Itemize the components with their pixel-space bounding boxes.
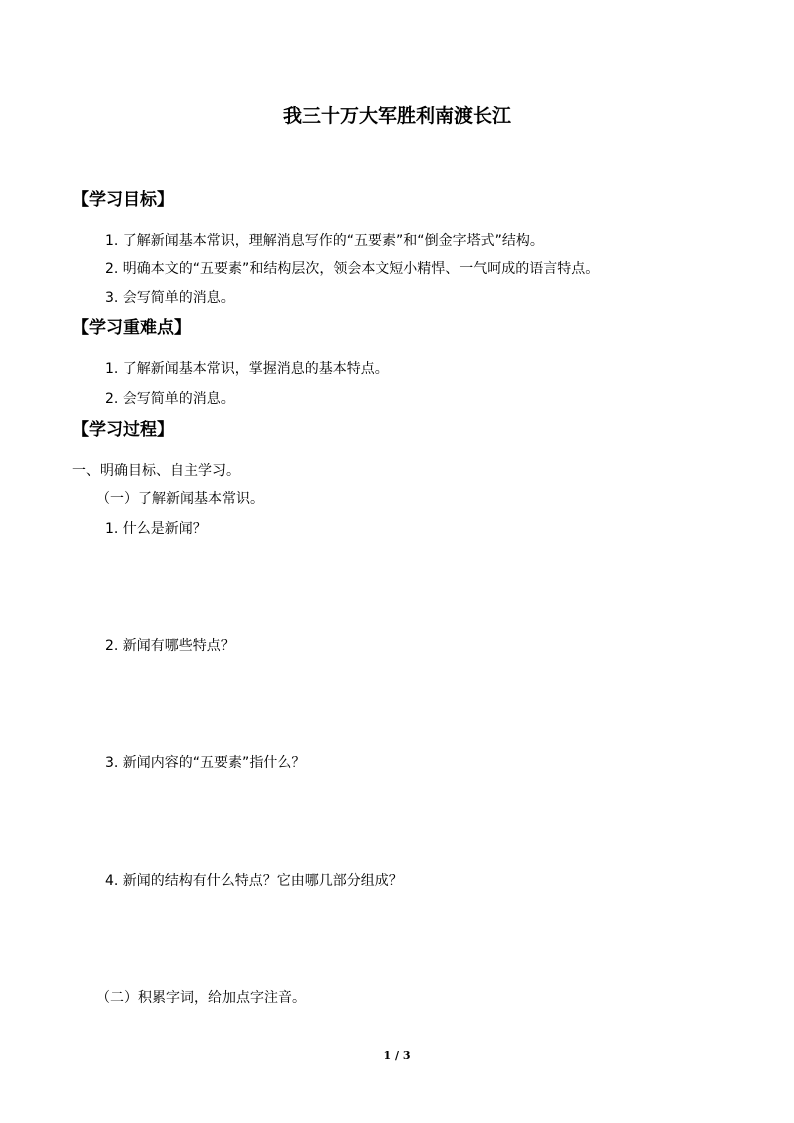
key-points-heading: 【学习重难点】 (72, 318, 191, 338)
goal-item-2: 2. 明确本文的“五要素”和结构层次，领会本文短小精悍、一气呵成的语言特点。 (105, 261, 600, 277)
question-2: 2. 新闻有哪些特点？ (105, 638, 235, 654)
section-one-heading: 一、明确目标、自主学习。 (72, 463, 240, 479)
subsection-one-heading: （一）了解新闻基本常识。 (96, 491, 264, 507)
key-point-item-1: 1. 了解新闻基本常识，掌握消息的基本特点。 (105, 361, 389, 377)
goals-heading: 【学习目标】 (72, 190, 174, 210)
process-heading: 【学习过程】 (72, 420, 174, 440)
subsection-two-heading: （二）积累字词，给加点字注音。 (96, 990, 306, 1006)
question-4: 4. 新闻的结构有什么特点？它由哪几部分组成？ (105, 873, 403, 889)
question-3: 3. 新闻内容的“五要素”指什么？ (105, 755, 306, 771)
document-title: 我三十万大军胜利南渡长江 (282, 105, 511, 127)
goal-item-1: 1. 了解新闻基本常识，理解消息写作的“五要素”和“倒金字塔式”结构。 (105, 233, 544, 249)
question-1: 1. 什么是新闻？ (105, 521, 207, 537)
page-number: 1 / 3 (383, 1049, 411, 1062)
key-point-item-2: 2. 会写简单的消息。 (105, 391, 235, 407)
goal-item-3: 3. 会写简单的消息。 (105, 290, 235, 306)
